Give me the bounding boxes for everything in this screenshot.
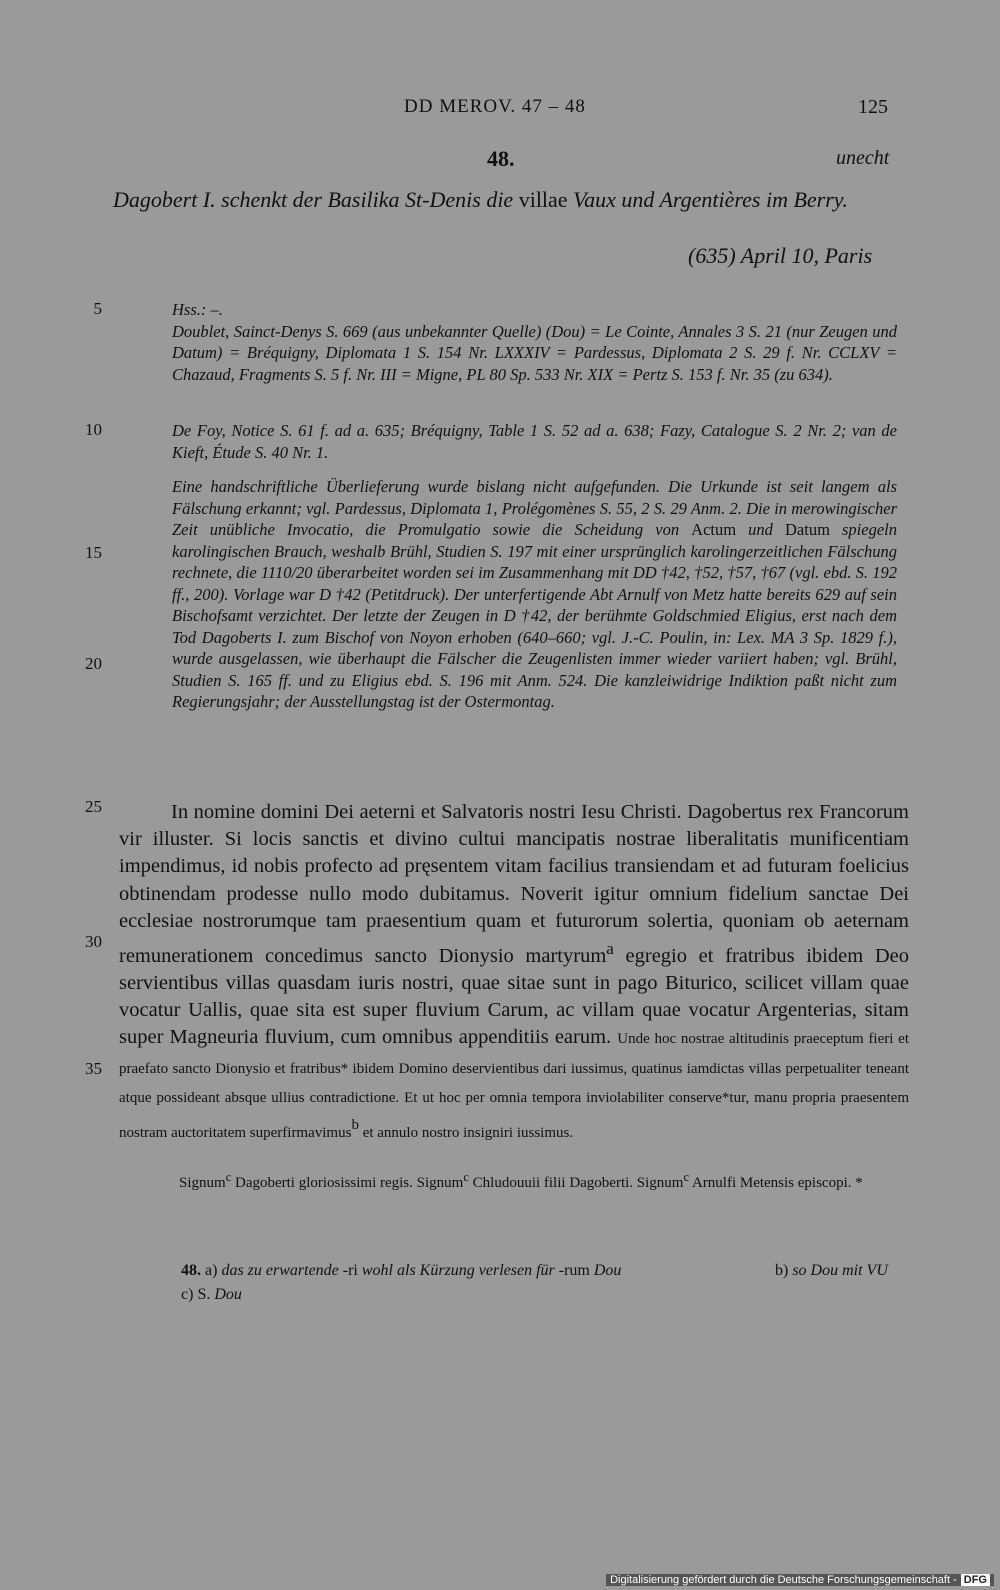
footnote-b-text: so Dou mit VU [792, 1262, 888, 1279]
charter-text-a: In nomine domini Dei aeterni et Salvatoris nostri Iesu Christi. Dagobertus rex Francorum vir illuster. Si locis sanctis et divino cultui mancipatis nostrae liberalitatis munificentiam impendimus, id nobis profecto ad pręsentem vitam facilius transiendam et ad futuram foelicius obtinendam prodesse nullo modo dubitamus. Noverit igitur omnium fidelium sanctae Dei ecclesiae nostrorumque tam praesentium quam et futurorum solertia, quoniam ob aeternam remunerationem concedimus sancto Dionysio martyrum [119, 801, 909, 967]
footnote-a-rum: -rum [558, 1262, 590, 1279]
footnote-ref-c: c [683, 1170, 690, 1184]
commentary-actum: Actum [691, 520, 737, 539]
apparatus-regesta [172, 420, 897, 463]
authenticity-status: unecht [836, 147, 890, 169]
commentary-und: und [736, 520, 785, 539]
regest-part1: Dagobert I. schenkt der Basilika St-Denis die [113, 187, 519, 212]
footnote-a-dou: Dou [593, 1262, 622, 1279]
line-number: 20 [85, 654, 102, 673]
credit-text: Digitalisierung gefördert durch die Deutsche Forschungsgemeinschaft - [610, 1574, 957, 1586]
line-number: 35 [85, 1059, 102, 1078]
footnote-ref-c: c [463, 1170, 469, 1184]
footnote-doc-number: 48. [181, 1262, 201, 1279]
document-number: 48. [487, 146, 515, 171]
page-number: 125 [858, 96, 888, 118]
date-place: (635) April 10, Paris [688, 243, 873, 268]
editions-list: Doublet, Sainct-Denys S. 669 (aus unbekannter Quelle) (Dou) = Le Cointe, Annales 3 S. 21 (nur Zeugen und Datum) = Bréquigny, Diplomata 1 S. 154 Nr. LXXXIV = Pardessus, Diplomata 2 S. 29 f. Nr. CCLXV = Chazaud, Fragments S. 5 f. Nr. III = Migne, PL 80 Sp. 533 Nr. XIX = Pertz S. 153 f. Nr. 35 (zu 634). [172, 321, 897, 384]
commentary-text-cont: spiegeln karolingischen Brauch, weshalb Brühl, Studien S. 197 mit einer ursprünglich karolingerzeitlichen Fälschung rechnete, die 1110/20 überarbeitet worden sei im Zusammenhang mit DD †42, †52, †57, †67 (vgl. ebd. S. 192 ff., 200). Vorlage war D †42 (Petitdruck). Der unterfertigende Abt Arnulf von Metz hatte bereits 629 auf sein Bischofsamt verzichtet. Der letzte der Zeugen in D †42, der berühmte Goldschmied Eligius, erst nach dem Tod Dagoberts I. zum Bischof von Noyon erhoben (640–660; vgl. J.-C. Poulin, in: Lex. MA 3 Sp. 1829 f.), wurde ausgelassen, wie überhaupt die Fälscher die Zeugenlisten immer wieder variiert haben; vgl. Brühl, Studien S. 165 ff. und zu Eligius ebd. S. 196 mit Anm. 524. Die kanzleiwidrige Indiktion paßt nicht zum Regierungsjahr; der Ausstellungstag ist der Ostermontag. [172, 520, 897, 711]
commentary-text: Eine handschriftliche Überlieferung wurde bislang nicht aufgefunden. Die Urkunde ist seit langem als Fälschung erkannt; vgl. Pardessus, Diplomata 1, Prolégomènes S. 55, 2 S. 29 Anm. 2. Die in merowingischer Zeit unübliche Invocatio, die Promulgatio sowie die Scheidung von [172, 477, 897, 539]
footnote-c-label: c) [181, 1286, 194, 1303]
charter-text-small: Unde hoc nostrae altitudinis praeceptum fieri et praefato sancto Dionysio et fratribus* ibidem Domino deservientibus dari iussimus, quatinus iamdictas villas perpetualiter teneant atque possideant absque ullius contradictione. Et ut hoc per omnia tempora inviolabiliter conserve*tur, manu propria praesentem nostram auctoritatem superfirmavimus [119, 1031, 909, 1141]
footnote-ref-a: a [606, 939, 614, 959]
footnote-a-text2: wohl als Kürzung verlesen für [361, 1262, 555, 1279]
charter-text [119, 799, 909, 1147]
apparatus-manuscripts [172, 299, 897, 385]
line-number: 15 [85, 543, 102, 562]
sig-label: Signum [179, 1175, 226, 1191]
line-number: 10 [85, 420, 102, 439]
footnote-ref-b: b [351, 1117, 359, 1134]
manuscripts-note: Hss.: –. [172, 300, 223, 319]
line-number: 25 [85, 797, 102, 816]
regest-villae: villae [518, 187, 568, 212]
charter-text-b: egregio et fratribus ibidem Deo servientibus villas quasdam iuris nostri, quae sitae sunt in pago Biturico, scilicet villam quae vocatur Uallis, quae sita est super fluvium Carum, ac villam quae vocatur Argenterias, sitam super Magneuria fluvium, cum omnibus appenditiis earum. [119, 944, 909, 1049]
signatures [119, 1164, 909, 1197]
regesta-list: De Foy, Notice S. 61 f. ad a. 635; Bréquigny, Table 1 S. 52 ad a. 638; Fazy, Catalogue S. 2 Nr. 2; van de Kieft, Étude S. 40 Nr. 1. [172, 421, 897, 462]
sig-dagobert: Dagoberti gloriosissimi regis. Signum [231, 1175, 464, 1191]
footnote-a-text: das zu erwartende [221, 1262, 339, 1279]
commentary [172, 476, 897, 713]
digitization-credit [606, 1574, 994, 1586]
footnote-a-label: a) [205, 1262, 218, 1279]
sig-chludouuii: Chludouuii filii Dagoberti. Signum [468, 1175, 684, 1191]
footnote-a [181, 1262, 621, 1280]
footnote-c-s: S. [197, 1286, 211, 1303]
running-title: DD MEROV. 47 – 48 [404, 96, 586, 117]
charter-text-small-end: et annulo nostro insigniri iussimus. [358, 1124, 574, 1141]
regest [113, 186, 897, 214]
line-number: 5 [93, 299, 102, 318]
commentary-datum: Datum [785, 520, 830, 539]
footnote-ref-c: c [225, 1170, 232, 1184]
sig-arnulf: Arnulfi Metensis episcopi. * [689, 1175, 863, 1191]
footnote-b [775, 1262, 888, 1280]
footnote-a-ri: -ri [342, 1262, 358, 1279]
dfg-logo: DFG [961, 1574, 990, 1586]
regest-part2: Vaux und Argentières im Berry. [567, 187, 848, 212]
footnote-c [181, 1286, 242, 1304]
footnote-b-label: b) [775, 1262, 789, 1279]
footnote-c-dou: Dou [214, 1286, 242, 1303]
line-number: 30 [85, 932, 102, 951]
